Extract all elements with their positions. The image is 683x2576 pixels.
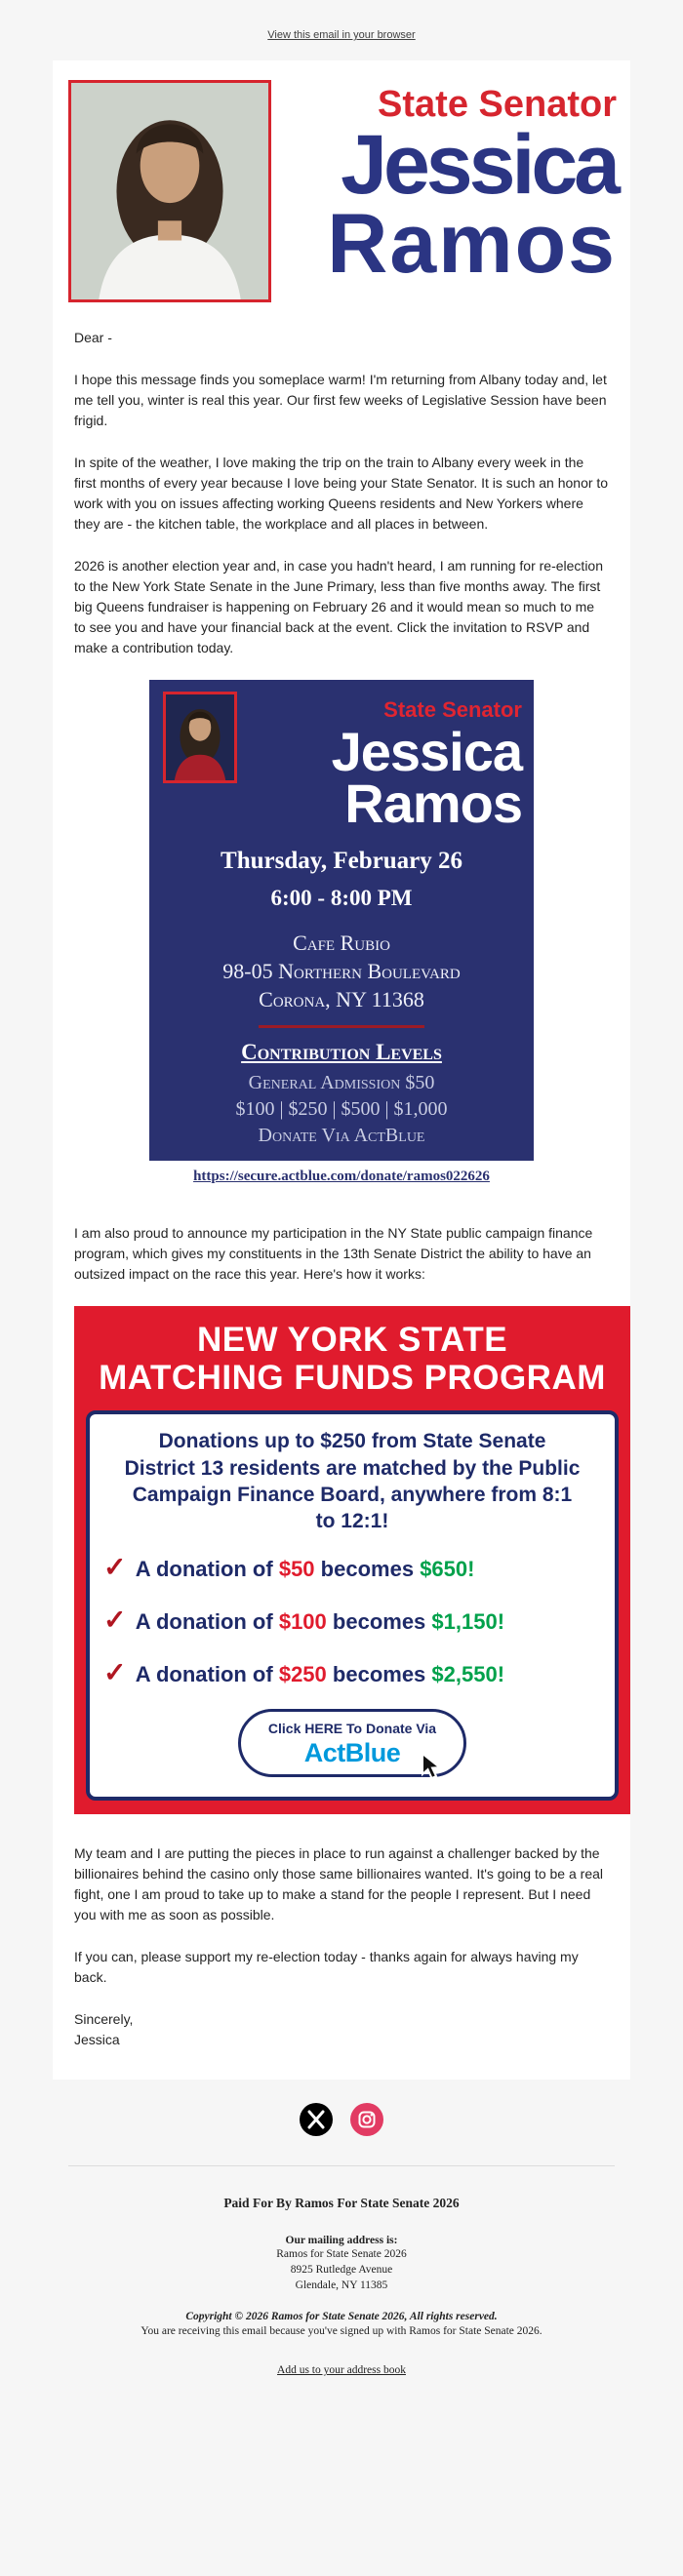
mailing-address-line1: Ramos for State Senate 2026 xyxy=(276,2248,407,2260)
row-result: $1,150! xyxy=(431,1608,505,1634)
invitation-first-name: Jessica xyxy=(331,721,522,782)
mailing-address-label: Our mailing address is: xyxy=(285,2235,398,2246)
row-middle: becomes xyxy=(332,1661,426,1686)
cursor-arrow-icon xyxy=(419,1753,442,1786)
actblue-donate-button[interactable] xyxy=(238,1709,466,1777)
contribution-levels-heading: Contribution Levels xyxy=(241,1040,442,1065)
donate-button-label: Click HERE To Donate Via xyxy=(267,1720,437,1736)
email-header xyxy=(53,60,630,306)
jessica-portrait-photo xyxy=(68,80,271,302)
invitation-url-strip xyxy=(149,1161,534,1195)
matching-funds-graphic[interactable] xyxy=(74,1306,630,1814)
invitation-divider xyxy=(259,1025,424,1028)
row-amount: $50 xyxy=(278,1556,315,1581)
letter-paragraph-3: 2026 is another election year and, in case you hadn't heard, I am running for re-election to the New York State Senate in the June Primary, less than five months away. The first big Queens fundraiser is happening on February 26 and it would mean so much to me to see you and have your financial back at the event. Click the invitation to RSVP and make a contribution today. xyxy=(74,558,604,655)
view-in-browser-link[interactable]: View this email in your browser xyxy=(267,29,416,41)
email-footer xyxy=(0,2080,683,2378)
twitter-x-icon[interactable] xyxy=(300,2103,333,2136)
check-icon: ✓ xyxy=(103,1604,127,1635)
mailing-address-line3: Glendale, NY 11385 xyxy=(295,2279,388,2292)
invitation-last-name: Ramos xyxy=(344,773,522,835)
invitation-portrait-photo xyxy=(163,692,237,783)
matching-description: Donations up to $250 from State Senate District 13 residents are matched by the Public Campaign Finance Board, anywhere from 8:1 to 12:1! xyxy=(124,1430,581,1533)
fundraiser-invitation-graphic[interactable] xyxy=(149,680,534,1194)
letter-paragraph-6: If you can, please support my re-election today - thanks again for always having my back. xyxy=(74,1949,579,1985)
actblue-donation-link[interactable]: https://secure.actblue.com/donate/ramos022626 xyxy=(193,1168,490,1184)
instagram-icon[interactable] xyxy=(350,2103,383,2136)
matching-title-line2: MATCHING FUNDS PROGRAM xyxy=(99,1358,606,1397)
invitation-pretitle: State Senator xyxy=(383,697,522,722)
invitation-header xyxy=(149,680,534,835)
row-middle: becomes xyxy=(320,1556,415,1581)
signature: Jessica xyxy=(74,2032,120,2047)
letter-paragraph-1: I hope this message finds you someplace warm! I'm returning from Albany today and, let me tell you, winter is real this year. Our first few weeks of Legislative Session have been frigid. xyxy=(74,372,607,428)
invitation-time: 6:00 - 8:00 PM xyxy=(270,885,413,910)
actblue-wordmark: ActBlue xyxy=(303,1737,401,1767)
letter-paragraph-5: My team and I are putting the pieces in place to run against a challenger backed by the billionaires behind the casino only those same billionaires wanted. It's going to be a real fight, one I am proud to take up to make a stand for the people I represent. But I need you with me as soon as possible. xyxy=(74,1845,604,1922)
invitation-date: Thursday, February 26 xyxy=(221,848,462,875)
row-amount: $250 xyxy=(278,1661,327,1686)
venue-address-line1: 98-05 Northern Boulevard xyxy=(222,959,461,984)
header-first-name: Jessica xyxy=(341,118,617,212)
row-result: $2,550! xyxy=(431,1661,505,1686)
header-pretitle: State Senator xyxy=(378,84,617,125)
header-titles xyxy=(271,80,617,302)
contribution-amounts: $100 | $250 | $500 | $1,000 xyxy=(235,1097,448,1120)
add-to-address-book-link[interactable]: Add us to your address book xyxy=(277,2364,406,2377)
subscription-reason: You are receiving this email because you've signed up with Ramos for State Senate 2026. xyxy=(141,2325,542,2338)
letter-paragraph-4: I am also proud to announce my participation in the NY State public campaign finance program, which gives my constituents in the 13th Senate District the ability to have an outsized impact on the race this year. Here's how it works: xyxy=(74,1225,593,1283)
salutation: Dear - xyxy=(74,330,112,345)
preheader xyxy=(0,0,683,60)
letter-paragraph-2: In spite of the weather, I love making the trip on the train to Albany every week in the first months of every year because I love being your State Senator. It is such an honor to work with you on issues affecting working Queens residents and New Yorkers where they are - the kitchen table, the workplace and all places in between. xyxy=(74,455,609,532)
row-middle: becomes xyxy=(332,1608,426,1634)
venue-address-line2: Corona, NY 11368 xyxy=(259,987,424,1012)
venue-name: Cafe Rubio xyxy=(293,931,390,956)
invitation-venue xyxy=(149,929,534,1013)
matching-row-3 xyxy=(103,1652,601,1693)
general-admission: General Admission $50 xyxy=(248,1071,435,1093)
row-prefix: A donation of xyxy=(135,1661,273,1686)
matching-title xyxy=(86,1322,619,1397)
row-prefix: A donation of xyxy=(135,1556,273,1581)
matching-box xyxy=(86,1410,619,1801)
check-icon: ✓ xyxy=(103,1551,127,1582)
header-last-name: Ramos xyxy=(327,196,617,291)
mailing-address-line2: 8925 Rutledge Avenue xyxy=(290,2264,393,2277)
matching-row-1 xyxy=(103,1547,601,1588)
matching-row-2 xyxy=(103,1600,601,1641)
closing: Sincerely, xyxy=(74,2011,134,2027)
letter-body xyxy=(53,306,630,2080)
invitation-titles xyxy=(237,692,522,835)
row-prefix: A donation of xyxy=(135,1608,273,1634)
matching-title-line1: NEW YORK STATE xyxy=(196,1321,508,1360)
check-icon: ✓ xyxy=(103,1656,127,1687)
copyright-text: Copyright © 2026 Ramos for State Senate 2026, All rights reserved. xyxy=(185,2311,498,2323)
row-amount: $100 xyxy=(278,1608,327,1634)
paid-for-disclaimer: Paid For By Ramos For State Senate 2026 xyxy=(223,2196,460,2210)
social-links xyxy=(0,2080,683,2138)
row-result: $650! xyxy=(420,1556,475,1581)
email-card xyxy=(53,60,630,2080)
donate-via-actblue-label: Donate Via ActBlue xyxy=(258,1124,425,1146)
